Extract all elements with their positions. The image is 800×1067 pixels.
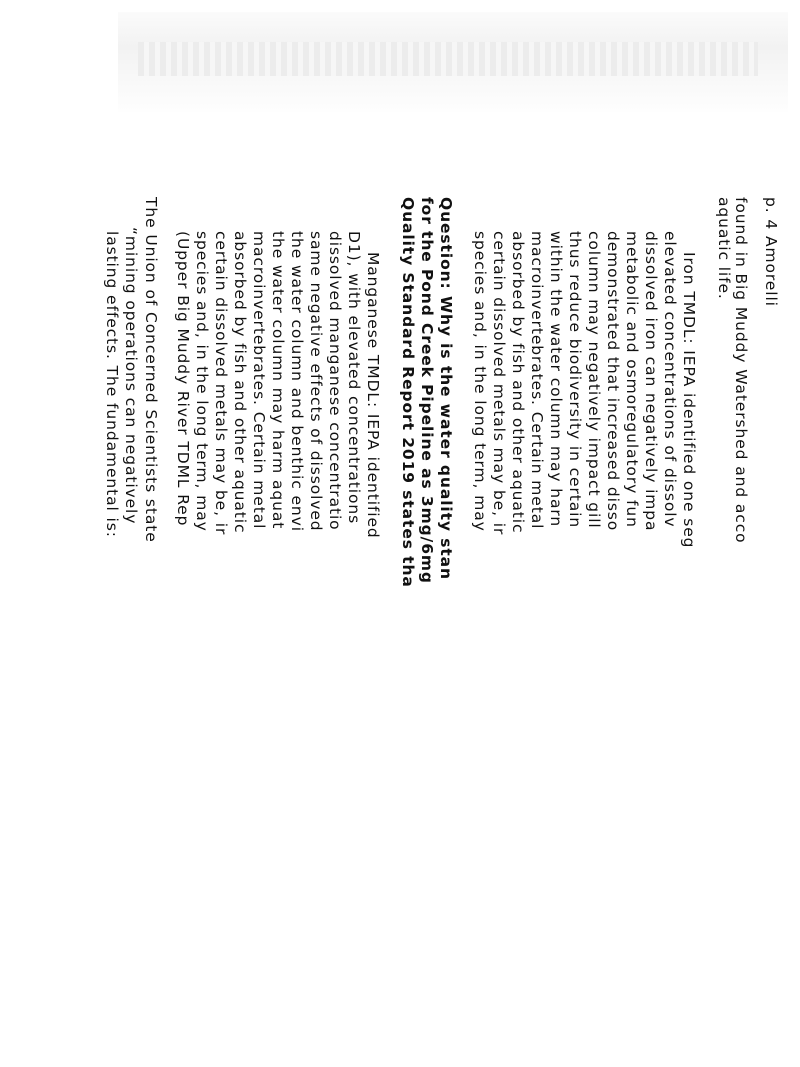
manganese-paragraph-line: the water column and benthic envi bbox=[288, 231, 306, 532]
manganese-paragraph-line: same negative effects of dissolved bbox=[307, 231, 325, 532]
iron-paragraph-line: column may negatively impact gill bbox=[585, 231, 603, 529]
rotated-document-page bbox=[103, 187, 780, 1067]
iron-paragraph-line: species and, in the long term, may bbox=[471, 231, 489, 532]
iron-paragraph-line: thus reduce biodiversity in certain bbox=[566, 231, 584, 529]
iron-paragraph-line: within the water column may harn bbox=[547, 231, 565, 528]
intro-line: aquatic life. bbox=[715, 197, 733, 300]
manganese-paragraph-line: the water column may harm aquat bbox=[269, 231, 287, 530]
manganese-paragraph-line: Manganese TMDL: IEPA identified bbox=[364, 252, 382, 539]
iron-paragraph-line: Iron TMDL: IEPA identified one seg bbox=[680, 252, 698, 549]
manganese-paragraph-line: (Upper Big Muddy River TDML Rep bbox=[174, 231, 192, 527]
scan-artifact bbox=[118, 12, 788, 112]
ucs-quote-line: lasting effects. The fundamental is: bbox=[103, 231, 121, 538]
manganese-paragraph-line: macroinvertebrates. Certain metal bbox=[250, 231, 268, 530]
question-line: Question: Why is the water quality stan bbox=[437, 197, 455, 580]
iron-paragraph-line: certain dissolved metals may be, ir bbox=[490, 231, 508, 536]
manganese-paragraph-line: absorbed by fish and other aquatic bbox=[231, 231, 249, 534]
ucs-paragraph-line: The Union of Concerned Scientists state bbox=[142, 197, 160, 543]
manganese-paragraph-line: D1), with elevated concentrations bbox=[345, 231, 363, 525]
intro-line: found in Big Muddy Watershed and acco bbox=[732, 197, 750, 544]
manganese-paragraph-line: dissolved manganese concentratio bbox=[326, 231, 344, 531]
manganese-paragraph-line: species and, in the long term, may bbox=[193, 231, 211, 532]
question-line: Quality Standard Report 2019 states tha bbox=[399, 197, 417, 588]
iron-paragraph-line: absorbed by fish and other aquatic bbox=[509, 231, 527, 534]
iron-paragraph-line: macroinvertebrates. Certain metal bbox=[528, 231, 546, 530]
page-header: p. 4 Amorelli bbox=[762, 197, 780, 307]
question-line: for the Pond Creek Pipeline as 3mg/6mg bbox=[418, 197, 436, 584]
iron-paragraph-line: demonstrated that increased disso bbox=[604, 231, 622, 532]
iron-paragraph-line: dissolved iron can negatively impa bbox=[642, 231, 660, 532]
iron-paragraph-line: elevated concentrations of dissolv bbox=[661, 231, 679, 528]
ucs-quote-line: “mining operations can negatively bbox=[122, 227, 140, 525]
manganese-paragraph-line: certain dissolved metals may be, ir bbox=[212, 231, 230, 536]
iron-paragraph-line: metabolic and osmoregulatory fun bbox=[623, 231, 641, 528]
